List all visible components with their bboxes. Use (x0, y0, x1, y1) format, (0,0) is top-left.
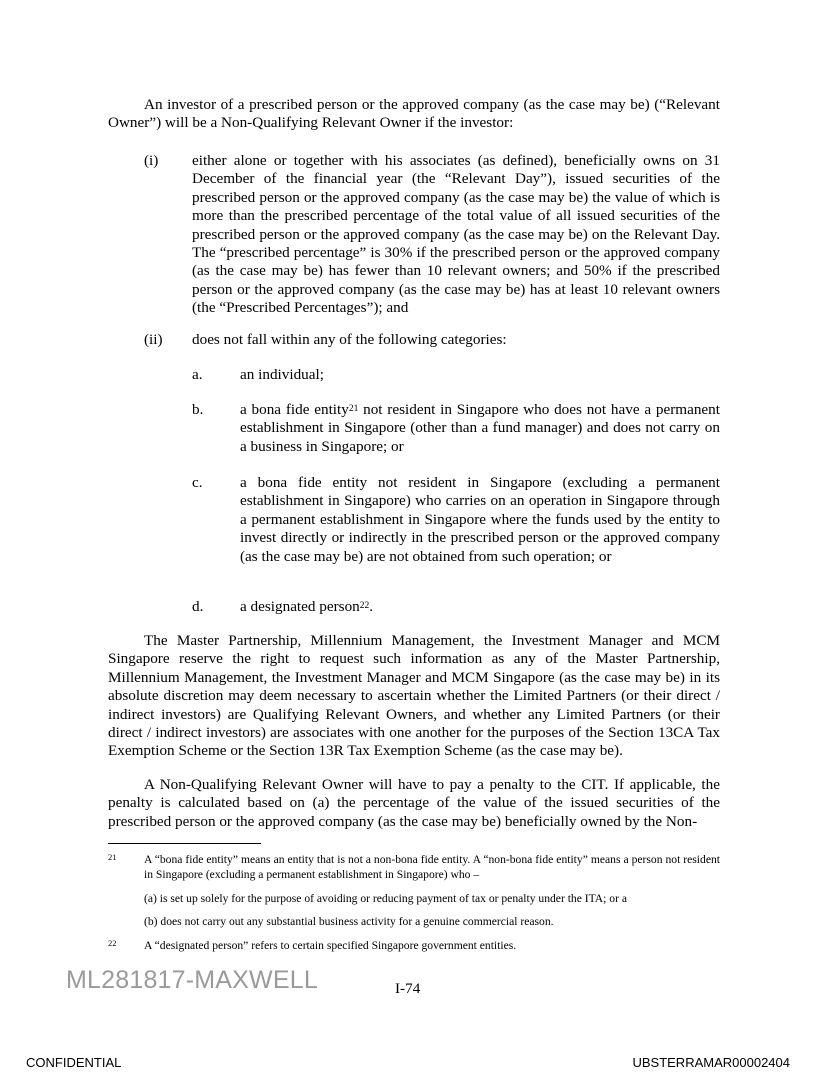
footnote-text: A “bona fide entity” means an entity that is not a non-bona fide entity. A “non-bona fide entity” means a person not resident in Singapore (excluding a permanent establishment in Singapore) who – (144, 853, 720, 881)
intro-paragraph: An investor of a prescribed person or the approved company (as the case may be) (“Relevant Owner”) will be a Non-Qualifying Relevant Owner if the investor: (108, 96, 720, 132)
sub-item-text: a bona fide entity not resident in Singapore (excluding a permanent establishment in Singapore) who carries on an operation in Singapore through a permanent establishment in Singapore where the funds used by the entity to invest directly or indirectly in the prescribed person or the approved company (as the case may be) are not obtained from such operation; or (240, 474, 720, 565)
watermark-stamp: ML281817-MAXWELL (66, 966, 318, 994)
sub-item-text-start: a designated person (240, 598, 360, 615)
sub-item-text (240, 598, 720, 616)
footnote-text: (b) does not carry out any substantial business activity for a genuine commercial reason. (144, 915, 554, 928)
sub-item-letter: a. (192, 366, 203, 383)
sub-item-letter: b. (192, 401, 204, 418)
list-item-text: does not fall within any of the following categories: (192, 331, 507, 348)
list-item-number: (ii) (144, 331, 163, 348)
sub-item-text-start: a bona fide entity (240, 401, 349, 418)
footnote-divider (108, 843, 261, 844)
footnote-number: 21 (108, 852, 117, 862)
sub-item-letter: d. (192, 598, 204, 615)
footnote-number: 22 (108, 938, 117, 948)
list-item-text: either alone or together with his associates (as defined), beneficially owns on 31 December of the financial year (the “Relevant Day”), issued securities of the prescribed person or the approved company (as the case may be) the value of which is more than the prescribed percentage of the total value of all issued securities of the prescribed person or the approved company (as the case may be) on the Relevant Day. The “prescribed percentage” is 30% if the prescribed person or the approved company (as the case may be) has fewer than 10 relevant owners; and 50% if the prescribed person or the approved company (as the case may be) has at least 10 relevant owners (the “Prescribed Percentages”); and (192, 152, 720, 317)
confidential-label: CONFIDENTIAL (26, 1055, 122, 1070)
sub-item-text: an individual; (240, 366, 324, 383)
sub-item-text-end: . (369, 598, 374, 615)
paragraph-information-request: The Master Partnership, Millennium Management, the Investment Manager and MCM Singapore reserve the right to request such information as any of the Master Partnership, Millennium Management, the Investment Manager and MCM Singapore (as the case may be) in its absolute discretion may deem necessary to ascertain whether the Limited Partners (or their direct / indirect investors) are Qualifying Relevant Owners, and whether any Limited Partners (or their direct / indirect investors) are associates with one another for the purposes of the Section 13CA Tax Exemption Scheme or the Section 13R Tax Exemption Scheme (as the case may be). (108, 632, 720, 760)
footnote-ref-21[interactable]: 21 (348, 404, 359, 414)
footnote-text: A “designated person” refers to certain specified Singapore government entities. (144, 939, 517, 952)
paragraph-penalty: A Non-Qualifying Relevant Owner will have to pay a penalty to the CIT. If applicable, the penalty is calculated based on (a) the percentage of the value of the issued securities of the prescribed person or the approved company (as the case may be) beneficially owned by the Non- (108, 776, 720, 830)
sub-item-letter: c. (192, 474, 203, 491)
footnote-ref-22[interactable]: 22 (359, 601, 370, 611)
bates-number: UBSTERRAMAR00002404 (632, 1055, 790, 1070)
page-number: I-74 (395, 980, 421, 997)
list-item-number: (i) (144, 152, 159, 169)
footnote-text: (a) is set up solely for the purpose of avoiding or reducing payment of tax or penalty under the ITA; or a (144, 892, 627, 905)
sub-item-text (240, 401, 720, 456)
sub-item-text-end: not resident in Singapore who does not have a permanent establishment in Singapore (other than a fund manager) and does not carry on a business in Singapore; or (240, 401, 720, 455)
